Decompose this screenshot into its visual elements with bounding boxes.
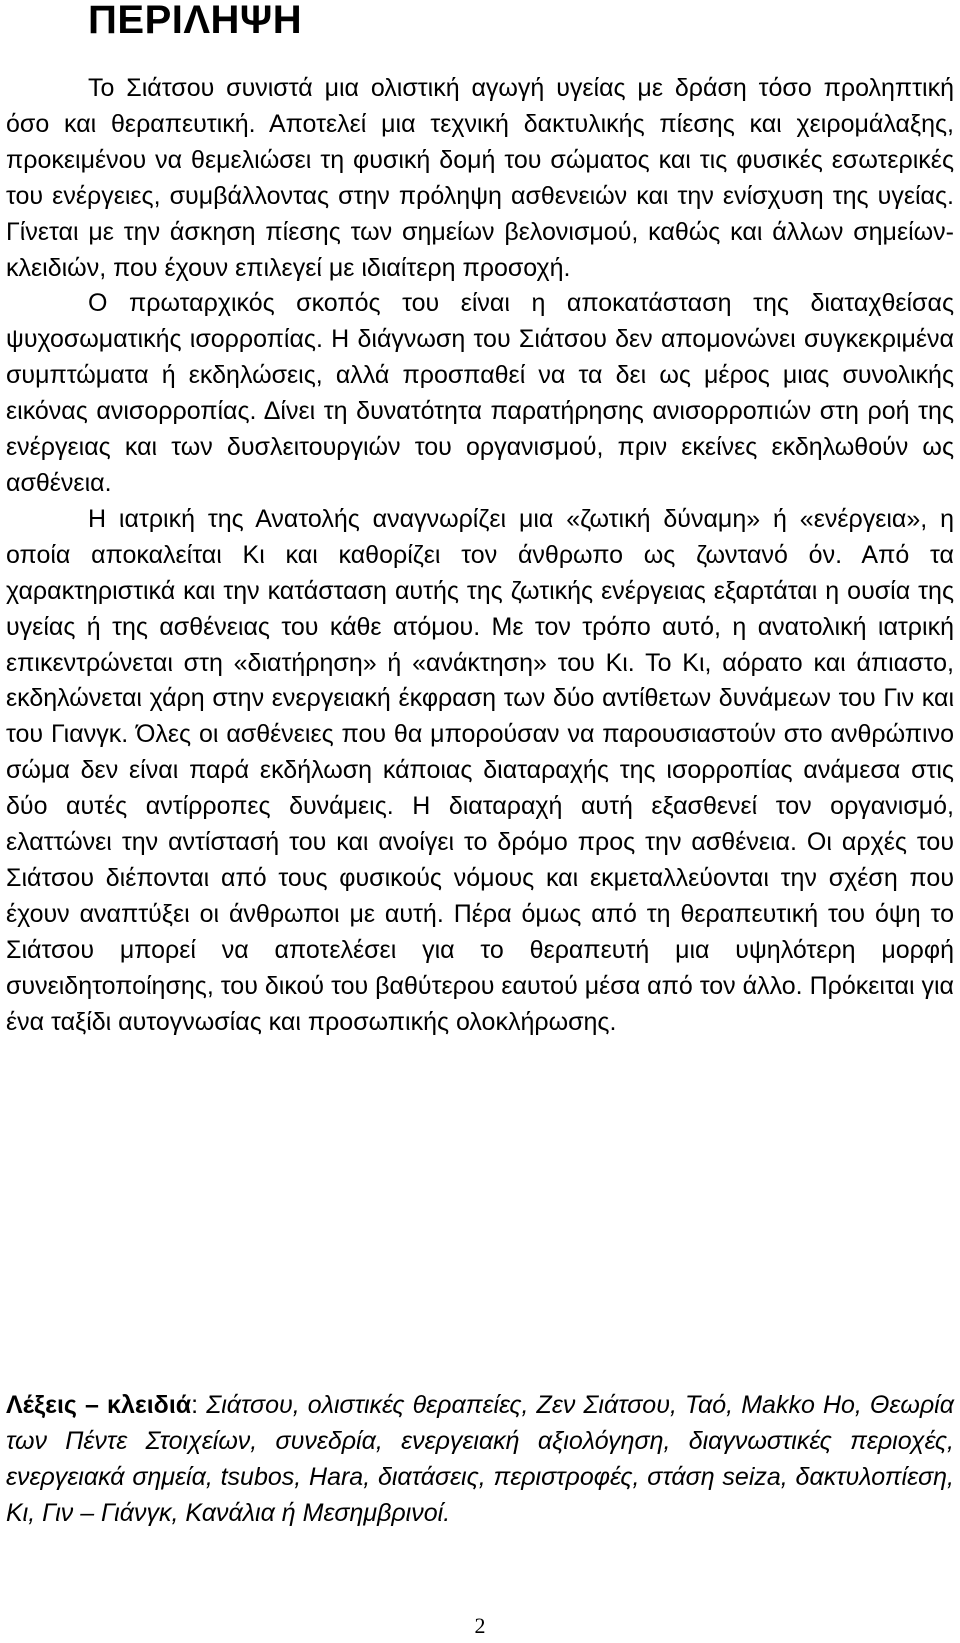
keywords-separator: : [191,1391,207,1419]
summary-paragraph-1: Το Σιάτσου συνιστά μια ολιστική αγωγή υγείας με δράση τόσο προληπτική όσο και θεραπευτική. Αποτελεί μια τεχνική δακτυλικής πίεσης και χειρομάλαξης, προκειμένου να θεμελιώσει τη φυσική δομή του σώματος και τις φυσικές εσωτερικές του ενέργειες, συμβάλλοντας στην πρόληψη ασθενειών και την ενίσχυση της υγείας. Γίνεται με την άσκηση πίεσης των σημείων βελονισμού, καθώς και άλλων σημείων-κλειδιών, που έχουν επιλεγεί με ιδιαίτερη προσοχή. [6,74,954,282]
page-title: ΠΕΡΙΛΗΨΗ [88,0,303,42]
summary-paragraph-3: Η ιατρική της Ανατολής αναγνωρίζει μια «ζωτική δύναμη» ή «ενέργεια», η οποία αποκαλείται Κι και καθορίζει τον άνθρωπο ως ζωντανό όν. Από τα χαρακτηριστικά και την κατάσταση αυτής της ζωτικής ενέργειας εξαρτάται η ουσία της υγείας ή της ασθένειας του κάθε ατόμου. Με τον τρόπο αυτό, η ανατολική ιατρική επικεντρώνεται στη «διατήρηση» ή «ανάκτηση» του Κι. Το Κι, αόρατο και άπιαστο, εκδηλώνεται χάρη στην ενεργειακή έκφραση των δύο αντίθετων δυνάμεων του Γιν και του Γιανγκ. Όλες οι ασθένειες που θα μπορούσαν να παρουσιαστούν στο ανθρώπινο σώμα δεν είναι παρά εκδήλωση κάποιας διαταραχής της ισορροπίας ανάμεσα στις δύο αυτές αντίρροπες δυνάμεις. Η διαταραχή αυτή εξασθενεί τον οργανισμό, ελαττώνει την αντίστασή του και ανοίγει το δρόμο προς την ασθένεια. Οι αρχές του Σιάτσου διέπονται από τους φυσικούς νόμους και εκμεταλλεύονται την σχέση που έχουν αναπτύξει οι άνθρωποι με αυτή. Πέρα όμως από τη θεραπευτική του όψη το Σιάτσου μπορεί να αποτελέσει για το θεραπευτή μια υψηλότερη μορφή συνειδητοποίησης, του δικού του βαθύτερου εαυτού μέσα από τον άλλο. Πρόκειται για ένα ταξίδι αυτογνωσίας και προσωπικής ολοκλήρωσης. [6,504,954,1036]
summary-body [6,71,954,1040]
page-number: 2 [474,1613,486,1638]
summary-paragraph-2: Ο πρωταρχικός σκοπός του είναι η αποκατάσταση της διαταχθείσας ψυχοσωματικής ισορροπίας. Η διάγνωση του Σιάτσου δεν απομονώνει συγκεκριμένα συμπτώματα ή εκδηλώσεις, αλλά προσπαθεί να τα δει ως μέρος μιας συνολικής εικόνας ανισορροπίας. Δίνει τη δυνατότητα παρατήρησης ανισορροπιών στη ροή της ενέργειας και των δυσλειτουργιών του οργανισμού, πριν εκείνες εκδηλωθούν ως ασθένεια. [6,289,954,497]
keywords-list: Σιάτσου, ολιστικές θεραπείες, Ζεν Σιάτσου, Ταό, Makko Ho, Θεωρία των Πέντε Στοιχείων, συνεδρία, ενεργειακή αξιολόγηση, διαγνωστικές περιοχές, ενεργειακά σημεία, tsubos, Hara, διατάσεις, περιστροφές, στάση seiza, δακτυλοπίεση, Κι, Γιν – Γιάνγκ, Κανάλια ή Μεσημβρινοί. [6,1391,954,1527]
keywords-label: Λέξεις – κλειδιά [6,1391,192,1419]
keywords-section [6,1387,954,1531]
